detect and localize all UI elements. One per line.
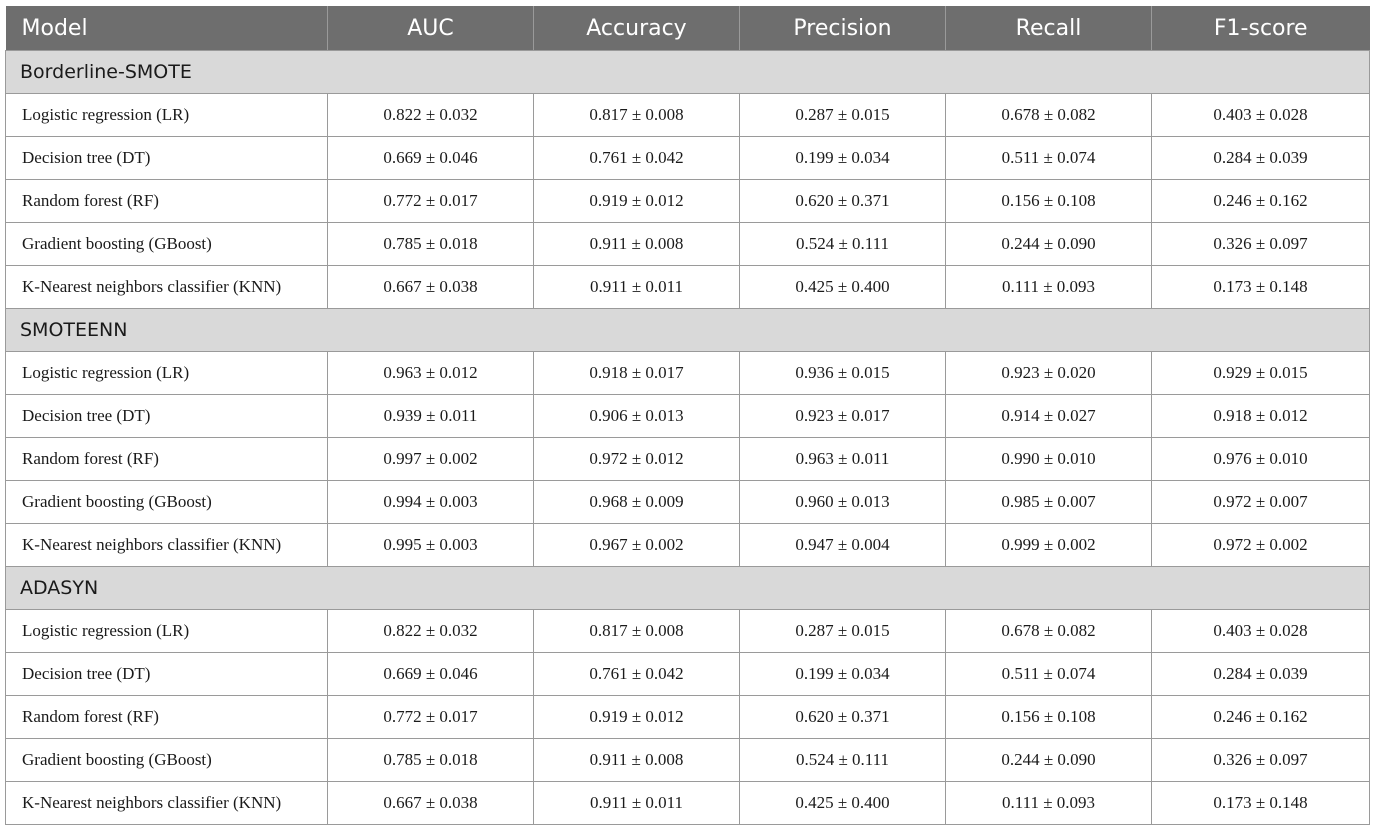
accuracy-cell: 0.761 ± 0.042 [534, 653, 740, 696]
recall-cell: 0.990 ± 0.010 [946, 438, 1152, 481]
f1-score-cell: 0.972 ± 0.002 [1152, 524, 1370, 567]
recall-cell: 0.244 ± 0.090 [946, 223, 1152, 266]
accuracy-cell: 0.911 ± 0.011 [534, 266, 740, 309]
accuracy-cell: 0.911 ± 0.008 [534, 739, 740, 782]
recall-cell: 0.999 ± 0.002 [946, 524, 1152, 567]
precision-cell: 0.960 ± 0.013 [740, 481, 946, 524]
auc-cell: 0.785 ± 0.018 [328, 739, 534, 782]
auc-cell: 0.994 ± 0.003 [328, 481, 534, 524]
auc-cell: 0.963 ± 0.012 [328, 352, 534, 395]
f1-score-cell: 0.284 ± 0.039 [1152, 137, 1370, 180]
accuracy-cell: 0.968 ± 0.009 [534, 481, 740, 524]
header-row [6, 6, 1370, 51]
accuracy-cell: 0.817 ± 0.008 [534, 94, 740, 137]
model-cell: K-Nearest neighbors classifier (KNN) [6, 524, 328, 567]
recall-cell: 0.111 ± 0.093 [946, 782, 1152, 825]
table-row [6, 180, 1370, 223]
group-label: SMOTEENN [6, 309, 1370, 352]
precision-cell: 0.524 ± 0.111 [740, 739, 946, 782]
auc-cell: 0.995 ± 0.003 [328, 524, 534, 567]
model-cell: Decision tree (DT) [6, 395, 328, 438]
recall-cell: 0.156 ± 0.108 [946, 180, 1152, 223]
model-cell: Decision tree (DT) [6, 653, 328, 696]
header-precision: Precision [740, 6, 946, 51]
recall-cell: 0.985 ± 0.007 [946, 481, 1152, 524]
precision-cell: 0.425 ± 0.400 [740, 782, 946, 825]
results-table [5, 6, 1370, 825]
group-header-row [6, 567, 1370, 610]
precision-cell: 0.425 ± 0.400 [740, 266, 946, 309]
auc-cell: 0.667 ± 0.038 [328, 782, 534, 825]
table-row [6, 782, 1370, 825]
recall-cell: 0.914 ± 0.027 [946, 395, 1152, 438]
group-label: ADASYN [6, 567, 1370, 610]
recall-cell: 0.923 ± 0.020 [946, 352, 1152, 395]
recall-cell: 0.678 ± 0.082 [946, 94, 1152, 137]
accuracy-cell: 0.967 ± 0.002 [534, 524, 740, 567]
auc-cell: 0.667 ± 0.038 [328, 266, 534, 309]
model-cell: Decision tree (DT) [6, 137, 328, 180]
precision-cell: 0.923 ± 0.017 [740, 395, 946, 438]
precision-cell: 0.620 ± 0.371 [740, 696, 946, 739]
header-f1-score: F1-score [1152, 6, 1370, 51]
precision-cell: 0.199 ± 0.034 [740, 653, 946, 696]
accuracy-cell: 0.919 ± 0.012 [534, 180, 740, 223]
auc-cell: 0.772 ± 0.017 [328, 696, 534, 739]
accuracy-cell: 0.817 ± 0.008 [534, 610, 740, 653]
model-cell: Gradient boosting (GBoost) [6, 739, 328, 782]
precision-cell: 0.620 ± 0.371 [740, 180, 946, 223]
table-row [6, 137, 1370, 180]
f1-score-cell: 0.918 ± 0.012 [1152, 395, 1370, 438]
accuracy-cell: 0.906 ± 0.013 [534, 395, 740, 438]
table-row [6, 352, 1370, 395]
table-row [6, 395, 1370, 438]
table-row [6, 610, 1370, 653]
table-row [6, 438, 1370, 481]
accuracy-cell: 0.911 ± 0.008 [534, 223, 740, 266]
table-row [6, 223, 1370, 266]
table-row [6, 696, 1370, 739]
header-accuracy: Accuracy [534, 6, 740, 51]
auc-cell: 0.785 ± 0.018 [328, 223, 534, 266]
f1-score-cell: 0.173 ± 0.148 [1152, 266, 1370, 309]
accuracy-cell: 0.919 ± 0.012 [534, 696, 740, 739]
accuracy-cell: 0.761 ± 0.042 [534, 137, 740, 180]
recall-cell: 0.111 ± 0.093 [946, 266, 1152, 309]
model-cell: Random forest (RF) [6, 438, 328, 481]
recall-cell: 0.678 ± 0.082 [946, 610, 1152, 653]
f1-score-cell: 0.173 ± 0.148 [1152, 782, 1370, 825]
precision-cell: 0.287 ± 0.015 [740, 610, 946, 653]
f1-score-cell: 0.284 ± 0.039 [1152, 653, 1370, 696]
group-header-row [6, 309, 1370, 352]
precision-cell: 0.963 ± 0.011 [740, 438, 946, 481]
model-cell: Logistic regression (LR) [6, 94, 328, 137]
precision-cell: 0.199 ± 0.034 [740, 137, 946, 180]
precision-cell: 0.287 ± 0.015 [740, 94, 946, 137]
f1-score-cell: 0.403 ± 0.028 [1152, 610, 1370, 653]
model-cell: K-Nearest neighbors classifier (KNN) [6, 266, 328, 309]
table-body [6, 51, 1370, 825]
f1-score-cell: 0.326 ± 0.097 [1152, 223, 1370, 266]
table-row [6, 94, 1370, 137]
accuracy-cell: 0.911 ± 0.011 [534, 782, 740, 825]
model-cell: Random forest (RF) [6, 180, 328, 223]
recall-cell: 0.244 ± 0.090 [946, 739, 1152, 782]
auc-cell: 0.997 ± 0.002 [328, 438, 534, 481]
table-row [6, 653, 1370, 696]
accuracy-cell: 0.972 ± 0.012 [534, 438, 740, 481]
auc-cell: 0.939 ± 0.011 [328, 395, 534, 438]
table-row [6, 524, 1370, 567]
f1-score-cell: 0.929 ± 0.015 [1152, 352, 1370, 395]
auc-cell: 0.772 ± 0.017 [328, 180, 534, 223]
model-cell: Logistic regression (LR) [6, 352, 328, 395]
table-row [6, 266, 1370, 309]
auc-cell: 0.669 ± 0.046 [328, 137, 534, 180]
auc-cell: 0.669 ± 0.046 [328, 653, 534, 696]
f1-score-cell: 0.326 ± 0.097 [1152, 739, 1370, 782]
auc-cell: 0.822 ± 0.032 [328, 94, 534, 137]
model-cell: Gradient boosting (GBoost) [6, 223, 328, 266]
recall-cell: 0.511 ± 0.074 [946, 137, 1152, 180]
table-header [6, 6, 1370, 51]
f1-score-cell: 0.246 ± 0.162 [1152, 180, 1370, 223]
recall-cell: 0.511 ± 0.074 [946, 653, 1152, 696]
f1-score-cell: 0.246 ± 0.162 [1152, 696, 1370, 739]
model-cell: K-Nearest neighbors classifier (KNN) [6, 782, 328, 825]
model-cell: Logistic regression (LR) [6, 610, 328, 653]
table-row [6, 739, 1370, 782]
group-header-row [6, 51, 1370, 94]
accuracy-cell: 0.918 ± 0.017 [534, 352, 740, 395]
recall-cell: 0.156 ± 0.108 [946, 696, 1152, 739]
f1-score-cell: 0.976 ± 0.010 [1152, 438, 1370, 481]
f1-score-cell: 0.972 ± 0.007 [1152, 481, 1370, 524]
header-auc: AUC [328, 6, 534, 51]
precision-cell: 0.947 ± 0.004 [740, 524, 946, 567]
table-row [6, 481, 1370, 524]
precision-cell: 0.936 ± 0.015 [740, 352, 946, 395]
group-label: Borderline-SMOTE [6, 51, 1370, 94]
model-cell: Random forest (RF) [6, 696, 328, 739]
f1-score-cell: 0.403 ± 0.028 [1152, 94, 1370, 137]
model-cell: Gradient boosting (GBoost) [6, 481, 328, 524]
header-recall: Recall [946, 6, 1152, 51]
auc-cell: 0.822 ± 0.032 [328, 610, 534, 653]
precision-cell: 0.524 ± 0.111 [740, 223, 946, 266]
header-model: Model [6, 6, 328, 51]
